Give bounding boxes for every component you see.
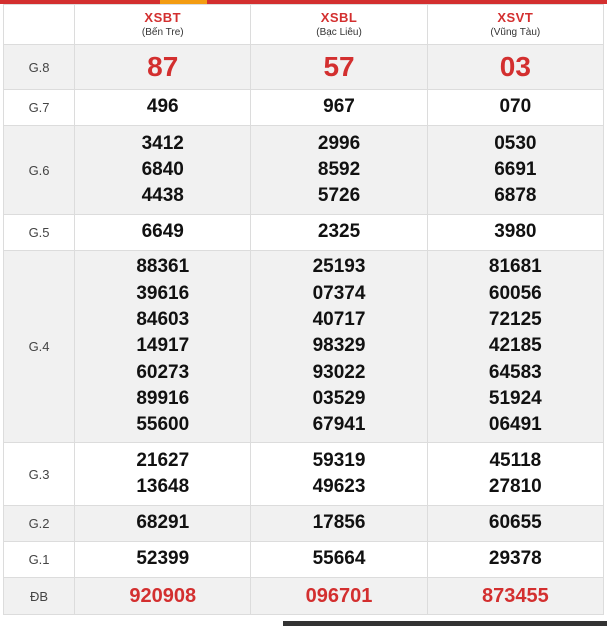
prize-number: 93022: [312, 361, 366, 383]
prize-number: 27810: [488, 476, 542, 497]
prize-cell-xsbt: [75, 215, 251, 251]
prize-number: 920908: [129, 585, 197, 607]
province-code[interactable]: XSVT: [497, 9, 534, 25]
prize-cell-xsvt: [427, 90, 603, 126]
prize-cell-xsbt: [75, 251, 251, 443]
prize-number: 98329: [312, 335, 366, 357]
prize-number: 967: [323, 96, 355, 118]
prize-number: 88361: [136, 256, 190, 278]
prize-number: 3980: [494, 221, 537, 243]
prize-number: 60056: [488, 282, 542, 304]
prize-label: G.8: [4, 45, 75, 90]
prize-label: G.3: [4, 443, 75, 506]
prize-number: 89916: [136, 387, 190, 409]
prize-number: 2325: [317, 221, 361, 243]
prize-number: 29378: [488, 548, 542, 570]
prize-number: 17856: [312, 512, 366, 534]
province-name: (Bến Tre): [141, 26, 184, 38]
prize-number: 5726: [317, 185, 361, 207]
prize-number: 51924: [488, 387, 542, 409]
prize-number: 14917: [136, 335, 190, 357]
prize-row-g3: [4, 443, 604, 506]
prize-cell-xsbl: [251, 90, 427, 126]
prize-number: 8592: [317, 158, 361, 180]
header-row: [4, 5, 604, 45]
prize-number: 3412: [141, 132, 184, 154]
prize-cell-xsbt: [75, 126, 251, 215]
prize-cell-xsbt: [75, 578, 251, 615]
prize-row-g8: [4, 45, 604, 90]
prize-label: G.2: [4, 506, 75, 542]
prize-cell-xsvt: [427, 215, 603, 251]
province-code[interactable]: XSBL: [320, 9, 358, 25]
prize-row-g4: [4, 251, 604, 443]
prize-cell-xsvt: [427, 126, 603, 215]
province-header-xsbt[interactable]: [75, 5, 251, 45]
prize-number: 07374: [312, 282, 366, 304]
prize-number: 42185: [488, 335, 542, 357]
prize-cell-xsbl: [251, 578, 427, 615]
prize-cell-xsbl: [251, 215, 427, 251]
province-header-xsbl[interactable]: [251, 5, 427, 45]
prize-number: 84603: [136, 309, 190, 331]
prize-cell-xsbt: [75, 90, 251, 126]
prize-number: 2996: [317, 132, 361, 154]
prize-cell-xsbl: [251, 45, 427, 90]
prize-number: 45118: [489, 449, 542, 471]
prize-cell-xsbt: [75, 542, 251, 578]
prize-cell-xsbt: [75, 45, 251, 90]
prize-number: 55664: [312, 548, 366, 570]
prize-number: 67941: [312, 414, 366, 436]
prize-number: 4438: [141, 185, 184, 207]
prize-number: 03: [499, 51, 531, 82]
prize-cell-xsbl: [251, 443, 427, 506]
prize-label: G.5: [4, 215, 75, 251]
province-name: (Vũng Tàu): [490, 26, 541, 38]
prize-label: G.4: [4, 251, 75, 443]
prize-number: 21627: [136, 449, 190, 471]
prize-number: 55600: [136, 414, 190, 436]
prize-label: G.6: [4, 126, 75, 215]
prize-cell-xsbt: [75, 443, 251, 506]
bottom-bar: [283, 621, 607, 626]
prize-number: 87: [147, 51, 179, 82]
prize-label: ĐB: [4, 578, 75, 615]
prize-cell-xsbl: [251, 251, 427, 443]
prize-cell-xsvt: [427, 578, 603, 615]
prize-number: 72125: [488, 309, 542, 331]
prize-number: 57: [323, 51, 355, 82]
prize-cell-xsvt: [427, 251, 603, 443]
prize-number: 64583: [488, 361, 542, 383]
prize-number: 59319: [312, 449, 366, 471]
prize-row-g5: [4, 215, 604, 251]
prize-number: 60655: [488, 512, 542, 534]
prize-number: 60273: [136, 361, 190, 383]
province-header-xsvt[interactable]: [427, 5, 603, 45]
prize-number: 0530: [494, 132, 537, 154]
prize-cell-xsvt: [427, 443, 603, 506]
prize-cell-xsvt: [427, 506, 603, 542]
prize-number: 03529: [312, 387, 366, 409]
prize-row-g2: [4, 506, 604, 542]
prize-cell-xsbl: [251, 126, 427, 215]
lottery-results-table: [3, 4, 604, 615]
prize-number: 096701: [305, 585, 373, 607]
prize-cell-xsvt: [427, 45, 603, 90]
prize-number: 496: [146, 96, 179, 118]
prize-number: 6840: [141, 158, 184, 180]
prize-number: 070: [499, 96, 532, 118]
prize-number: 25193: [312, 256, 366, 278]
prize-number: 81681: [488, 256, 542, 278]
prize-label: G.7: [4, 90, 75, 126]
prize-number: 873455: [481, 585, 549, 607]
header-empty-cell: [4, 5, 75, 45]
prize-row-g7: [4, 90, 604, 126]
prize-cell-xsbt: [75, 506, 251, 542]
prize-number: 6691: [494, 158, 537, 180]
prize-row-g1: [4, 542, 604, 578]
prize-number: 6878: [494, 185, 537, 207]
prize-number: 52399: [136, 548, 190, 570]
prize-cell-xsbl: [251, 506, 427, 542]
prize-row-special: [4, 578, 604, 615]
province-name: (Bạc Liêu): [316, 26, 362, 38]
prize-label: G.1: [4, 542, 75, 578]
prize-row-g6: [4, 126, 604, 215]
prize-number: 06491: [488, 414, 542, 436]
prize-number: 49623: [312, 476, 366, 497]
province-code[interactable]: XSBT: [144, 9, 182, 25]
prize-number: 6649: [141, 221, 184, 243]
prize-cell-xsbl: [251, 542, 427, 578]
prize-number: 40717: [312, 309, 366, 331]
prize-number: 68291: [136, 512, 190, 534]
prize-number: 13648: [136, 476, 190, 497]
prize-cell-xsvt: [427, 542, 603, 578]
prize-number: 39616: [136, 282, 190, 304]
